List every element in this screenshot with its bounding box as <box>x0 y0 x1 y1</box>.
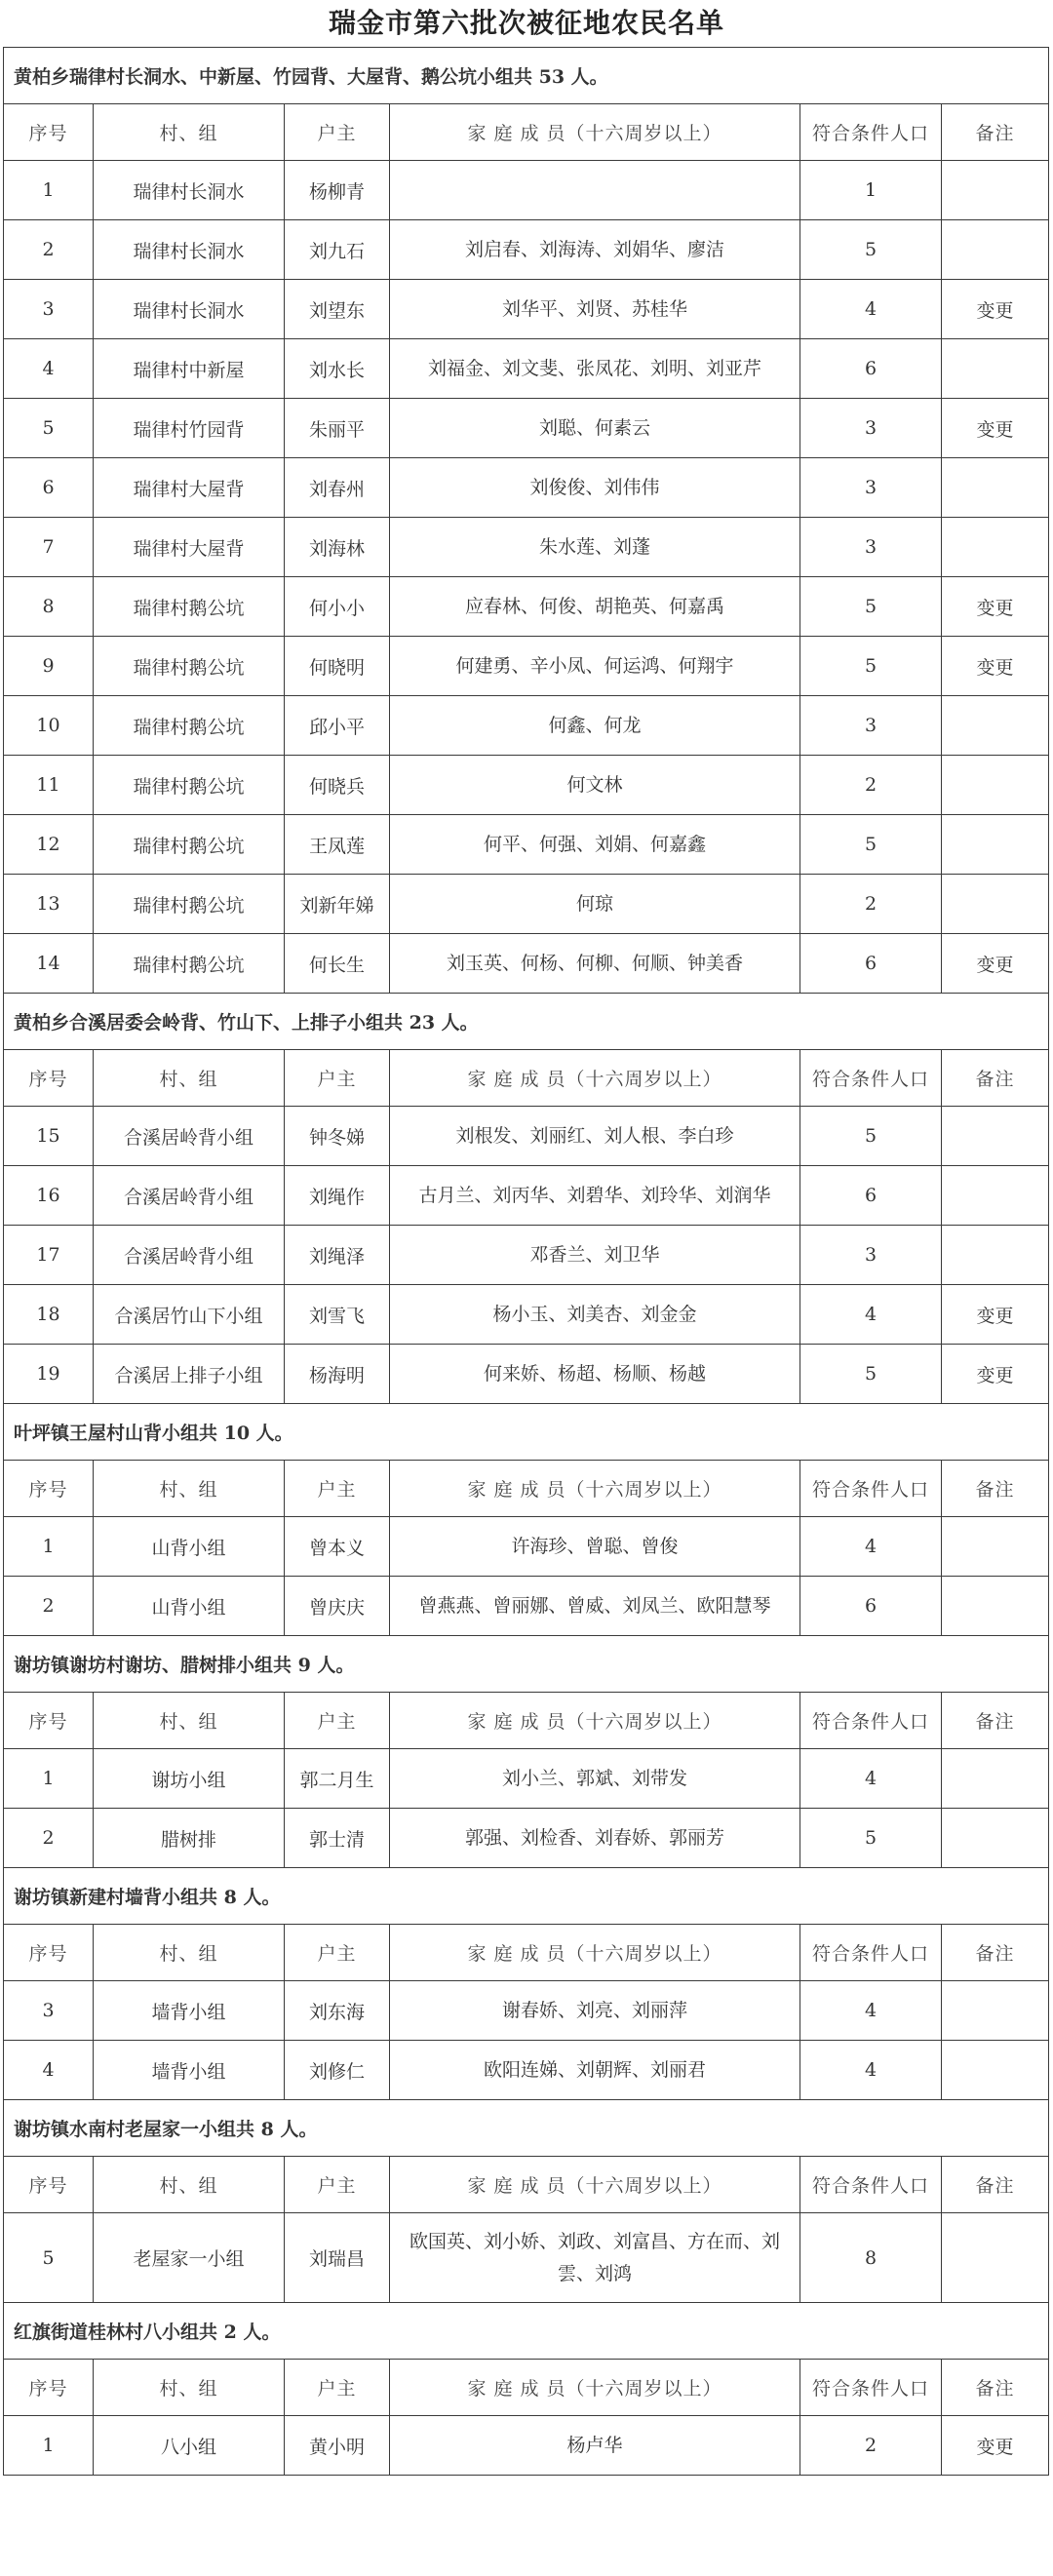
cell-note <box>942 1981 1049 2041</box>
table-row <box>4 637 1049 696</box>
table-row <box>4 1345 1049 1404</box>
section-heading-row <box>4 48 1049 104</box>
cell-members: 刘根发、刘丽红、刘人根、李白珍 <box>390 1107 800 1166</box>
cell-seq: 14 <box>4 934 94 994</box>
cell-eligible: 5 <box>800 1345 942 1404</box>
cell-head: 黄小明 <box>285 2416 390 2476</box>
cell-village: 腊树排 <box>94 1809 285 1868</box>
cell-note <box>942 518 1049 577</box>
header-eligible: 符合条件人口 <box>800 1925 942 1981</box>
cell-eligible: 4 <box>800 280 942 339</box>
cell-seq: 15 <box>4 1107 94 1166</box>
table-row <box>4 518 1049 577</box>
cell-village: 老屋家一小组 <box>94 2213 285 2303</box>
table-row <box>4 2416 1049 2476</box>
header-village: 村、组 <box>94 2360 285 2416</box>
table-row <box>4 280 1049 339</box>
header-note: 备注 <box>942 1693 1049 1749</box>
header-village: 村、组 <box>94 1461 285 1517</box>
cell-note: 变更 <box>942 934 1049 994</box>
header-village: 村、组 <box>94 2157 285 2213</box>
cell-eligible: 5 <box>800 1107 942 1166</box>
cell-note: 变更 <box>942 577 1049 637</box>
cell-seq: 5 <box>4 2213 94 2303</box>
cell-members: 朱水莲、刘蓬 <box>390 518 800 577</box>
header-seq: 序号 <box>4 1925 94 1981</box>
cell-eligible: 5 <box>800 220 942 280</box>
cell-eligible: 3 <box>800 399 942 458</box>
cell-seq: 1 <box>4 1749 94 1809</box>
cell-eligible: 4 <box>800 1517 942 1577</box>
cell-note: 变更 <box>942 1285 1049 1345</box>
cell-members: 曾燕燕、曾丽娜、曾威、刘凤兰、欧阳慧琴 <box>390 1577 800 1636</box>
cell-note <box>942 875 1049 934</box>
cell-note <box>942 458 1049 518</box>
header-note: 备注 <box>942 104 1049 161</box>
header-members: 家 庭 成 员（十六周岁以上） <box>390 1050 800 1107</box>
cell-members: 古月兰、刘丙华、刘碧华、刘玲华、刘润华 <box>390 1166 800 1226</box>
cell-note: 变更 <box>942 637 1049 696</box>
header-village: 村、组 <box>94 104 285 161</box>
header-head: 户主 <box>285 2360 390 2416</box>
cell-village: 瑞律村大屋背 <box>94 518 285 577</box>
table-row <box>4 1981 1049 2041</box>
section-heading-row <box>4 1404 1049 1461</box>
cell-note <box>942 220 1049 280</box>
cell-village: 合溪居岭背小组 <box>94 1107 285 1166</box>
cell-eligible: 5 <box>800 577 942 637</box>
cell-seq: 8 <box>4 577 94 637</box>
cell-eligible: 5 <box>800 1809 942 1868</box>
cell-seq: 13 <box>4 875 94 934</box>
header-eligible: 符合条件人口 <box>800 2157 942 2213</box>
table-row <box>4 696 1049 756</box>
table-row <box>4 2213 1049 2303</box>
cell-seq: 2 <box>4 1809 94 1868</box>
table-row <box>4 1749 1049 1809</box>
header-head: 户主 <box>285 2157 390 2213</box>
cell-seq: 5 <box>4 399 94 458</box>
cell-head: 曾本义 <box>285 1517 390 1577</box>
cell-eligible: 6 <box>800 1577 942 1636</box>
cell-head: 刘修仁 <box>285 2041 390 2100</box>
cell-eligible: 3 <box>800 458 942 518</box>
cell-members: 刘福金、刘文斐、张凤花、刘明、刘亚芹 <box>390 339 800 399</box>
cell-eligible: 6 <box>800 934 942 994</box>
cell-eligible: 4 <box>800 1981 942 2041</box>
cell-members <box>390 161 800 220</box>
cell-note <box>942 1517 1049 1577</box>
cell-eligible: 2 <box>800 875 942 934</box>
cell-eligible: 1 <box>800 161 942 220</box>
cell-seq: 1 <box>4 2416 94 2476</box>
cell-seq: 11 <box>4 756 94 815</box>
cell-eligible: 3 <box>800 518 942 577</box>
cell-eligible: 2 <box>800 2416 942 2476</box>
cell-village: 墙背小组 <box>94 2041 285 2100</box>
cell-members: 欧阳连娣、刘朝辉、刘丽君 <box>390 2041 800 2100</box>
cell-seq: 17 <box>4 1226 94 1285</box>
cell-members: 何文林 <box>390 756 800 815</box>
cell-village: 瑞律村中新屋 <box>94 339 285 399</box>
table-row <box>4 875 1049 934</box>
cell-eligible: 4 <box>800 1749 942 1809</box>
table-row <box>4 1226 1049 1285</box>
cell-members: 郭强、刘检香、刘春娇、郭丽芳 <box>390 1809 800 1868</box>
cell-village: 合溪居上排子小组 <box>94 1345 285 1404</box>
cell-eligible: 3 <box>800 1226 942 1285</box>
cell-seq: 3 <box>4 280 94 339</box>
cell-members: 刘聪、何素云 <box>390 399 800 458</box>
cell-note <box>942 1749 1049 1809</box>
header-eligible: 符合条件人口 <box>800 1050 942 1107</box>
cell-members: 刘华平、刘贤、苏桂华 <box>390 280 800 339</box>
header-seq: 序号 <box>4 1050 94 1107</box>
cell-village: 瑞律村竹园背 <box>94 399 285 458</box>
cell-note <box>942 756 1049 815</box>
cell-village: 瑞律村鹅公坑 <box>94 637 285 696</box>
header-village: 村、组 <box>94 1050 285 1107</box>
header-village: 村、组 <box>94 1693 285 1749</box>
cell-head: 王凤莲 <box>285 815 390 875</box>
cell-members: 刘玉英、何杨、何柳、何顺、钟美香 <box>390 934 800 994</box>
table-header-row <box>4 1693 1049 1749</box>
section-heading-row <box>4 1636 1049 1693</box>
cell-members: 何鑫、何龙 <box>390 696 800 756</box>
cell-eligible: 5 <box>800 637 942 696</box>
cell-seq: 19 <box>4 1345 94 1404</box>
cell-head: 何晓明 <box>285 637 390 696</box>
cell-head: 钟冬娣 <box>285 1107 390 1166</box>
cell-note <box>942 696 1049 756</box>
cell-note <box>942 2041 1049 2100</box>
cell-members: 杨小玉、刘美杏、刘金金 <box>390 1285 800 1345</box>
header-seq: 序号 <box>4 2157 94 2213</box>
header-head: 户主 <box>285 1693 390 1749</box>
section-heading-row <box>4 994 1049 1050</box>
cell-note <box>942 2213 1049 2303</box>
table-row <box>4 1285 1049 1345</box>
header-members: 家 庭 成 员（十六周岁以上） <box>390 1461 800 1517</box>
cell-village: 八小组 <box>94 2416 285 2476</box>
cell-eligible: 4 <box>800 2041 942 2100</box>
cell-head: 邱小平 <box>285 696 390 756</box>
cell-note: 变更 <box>942 1345 1049 1404</box>
cell-head: 郭二月生 <box>285 1749 390 1809</box>
cell-eligible: 2 <box>800 756 942 815</box>
table-row <box>4 339 1049 399</box>
cell-village: 瑞律村长洞水 <box>94 161 285 220</box>
cell-note <box>942 1577 1049 1636</box>
cell-note <box>942 1107 1049 1166</box>
header-members: 家 庭 成 员（十六周岁以上） <box>390 1693 800 1749</box>
header-head: 户主 <box>285 1050 390 1107</box>
cell-members: 刘小兰、郭斌、刘带发 <box>390 1749 800 1809</box>
table-row <box>4 220 1049 280</box>
table-header-row <box>4 1461 1049 1517</box>
cell-seq: 4 <box>4 339 94 399</box>
cell-eligible: 5 <box>800 815 942 875</box>
cell-eligible: 8 <box>800 2213 942 2303</box>
cell-head: 刘绳泽 <box>285 1226 390 1285</box>
cell-village: 瑞律村鹅公坑 <box>94 875 285 934</box>
cell-note: 变更 <box>942 280 1049 339</box>
section-heading-row <box>4 2100 1049 2157</box>
cell-members: 谢春娇、刘亮、刘丽萍 <box>390 1981 800 2041</box>
cell-village: 合溪居竹山下小组 <box>94 1285 285 1345</box>
cell-note <box>942 161 1049 220</box>
section-title: 红旗街道桂林村八小组共 2 人。 <box>4 2303 1049 2360</box>
header-members: 家 庭 成 员（十六周岁以上） <box>390 2360 800 2416</box>
header-eligible: 符合条件人口 <box>800 1461 942 1517</box>
section-title: 黄柏乡合溪居委会岭背、竹山下、上排子小组共 23 人。 <box>4 994 1049 1050</box>
cell-village: 瑞律村鹅公坑 <box>94 934 285 994</box>
table-row <box>4 934 1049 994</box>
cell-head: 杨海明 <box>285 1345 390 1404</box>
cell-seq: 16 <box>4 1166 94 1226</box>
table-row <box>4 815 1049 875</box>
header-members: 家 庭 成 员（十六周岁以上） <box>390 104 800 161</box>
table-row <box>4 577 1049 637</box>
header-note: 备注 <box>942 1461 1049 1517</box>
cell-head: 刘绳作 <box>285 1166 390 1226</box>
cell-members: 何琼 <box>390 875 800 934</box>
cell-head: 何晓兵 <box>285 756 390 815</box>
cell-note <box>942 1226 1049 1285</box>
cell-village: 山背小组 <box>94 1577 285 1636</box>
cell-eligible: 3 <box>800 696 942 756</box>
cell-head: 刘水长 <box>285 339 390 399</box>
cell-head: 刘海林 <box>285 518 390 577</box>
cell-village: 瑞律村长洞水 <box>94 220 285 280</box>
cell-members: 欧国英、刘小娇、刘政、刘富昌、方在而、刘雲、刘鸿 <box>390 2213 800 2303</box>
cell-seq: 7 <box>4 518 94 577</box>
section-title: 黄柏乡瑞律村长洞水、中新屋、竹园背、大屋背、鹅公坑小组共 53 人。 <box>4 48 1049 104</box>
cell-seq: 9 <box>4 637 94 696</box>
cell-members: 邓香兰、刘卫华 <box>390 1226 800 1285</box>
cell-note: 变更 <box>942 399 1049 458</box>
header-note: 备注 <box>942 2360 1049 2416</box>
cell-note <box>942 1166 1049 1226</box>
cell-note <box>942 339 1049 399</box>
header-eligible: 符合条件人口 <box>800 2360 942 2416</box>
section-title: 谢坊镇水南村老屋家一小组共 8 人。 <box>4 2100 1049 2157</box>
header-note: 备注 <box>942 1925 1049 1981</box>
cell-head: 杨柳青 <box>285 161 390 220</box>
farmer-list-table <box>3 47 1049 2476</box>
table-header-row <box>4 2360 1049 2416</box>
cell-members: 何来娇、杨超、杨顺、杨越 <box>390 1345 800 1404</box>
cell-seq: 6 <box>4 458 94 518</box>
table-row <box>4 1107 1049 1166</box>
cell-head: 刘望东 <box>285 280 390 339</box>
header-members: 家 庭 成 员（十六周岁以上） <box>390 1925 800 1981</box>
table-row <box>4 2041 1049 2100</box>
header-seq: 序号 <box>4 1461 94 1517</box>
table-row <box>4 1517 1049 1577</box>
table-row <box>4 458 1049 518</box>
cell-head: 刘雪飞 <box>285 1285 390 1345</box>
cell-village: 谢坊小组 <box>94 1749 285 1809</box>
table-row <box>4 399 1049 458</box>
table-header-row <box>4 1050 1049 1107</box>
header-note: 备注 <box>942 2157 1049 2213</box>
cell-head: 何小小 <box>285 577 390 637</box>
cell-seq: 18 <box>4 1285 94 1345</box>
cell-members: 许海珍、曾聪、曾俊 <box>390 1517 800 1577</box>
cell-seq: 2 <box>4 220 94 280</box>
cell-village: 瑞律村鹅公坑 <box>94 696 285 756</box>
header-seq: 序号 <box>4 104 94 161</box>
cell-eligible: 6 <box>800 339 942 399</box>
header-seq: 序号 <box>4 2360 94 2416</box>
cell-village: 瑞律村大屋背 <box>94 458 285 518</box>
header-seq: 序号 <box>4 1693 94 1749</box>
table-row <box>4 1166 1049 1226</box>
cell-village: 合溪居岭背小组 <box>94 1166 285 1226</box>
cell-village: 瑞律村鹅公坑 <box>94 577 285 637</box>
header-head: 户主 <box>285 1461 390 1517</box>
table-header-row <box>4 2157 1049 2213</box>
cell-note: 变更 <box>942 2416 1049 2476</box>
cell-village: 合溪居岭背小组 <box>94 1226 285 1285</box>
cell-members: 何平、何强、刘娟、何嘉鑫 <box>390 815 800 875</box>
section-heading-row <box>4 2303 1049 2360</box>
header-head: 户主 <box>285 1925 390 1981</box>
cell-seq: 1 <box>4 1517 94 1577</box>
cell-note <box>942 1809 1049 1868</box>
cell-village: 墙背小组 <box>94 1981 285 2041</box>
table-row <box>4 1809 1049 1868</box>
cell-members: 应春林、何俊、胡艳英、何嘉禹 <box>390 577 800 637</box>
cell-head: 刘东海 <box>285 1981 390 2041</box>
table-header-row <box>4 104 1049 161</box>
cell-note <box>942 815 1049 875</box>
cell-head: 刘瑞昌 <box>285 2213 390 2303</box>
cell-eligible: 6 <box>800 1166 942 1226</box>
cell-head: 郭士清 <box>285 1809 390 1868</box>
cell-village: 瑞律村长洞水 <box>94 280 285 339</box>
cell-head: 刘春州 <box>285 458 390 518</box>
header-eligible: 符合条件人口 <box>800 1693 942 1749</box>
cell-seq: 12 <box>4 815 94 875</box>
header-head: 户主 <box>285 104 390 161</box>
cell-seq: 3 <box>4 1981 94 2041</box>
header-eligible: 符合条件人口 <box>800 104 942 161</box>
table-row <box>4 161 1049 220</box>
header-note: 备注 <box>942 1050 1049 1107</box>
section-title: 谢坊镇谢坊村谢坊、腊树排小组共 9 人。 <box>4 1636 1049 1693</box>
cell-members: 刘启春、刘海涛、刘娟华、廖洁 <box>390 220 800 280</box>
table-row <box>4 1577 1049 1636</box>
header-members: 家 庭 成 员（十六周岁以上） <box>390 2157 800 2213</box>
cell-members: 何建勇、辛小凤、何运鸿、何翔宇 <box>390 637 800 696</box>
cell-head: 曾庆庆 <box>285 1577 390 1636</box>
cell-village: 瑞律村鹅公坑 <box>94 815 285 875</box>
cell-head: 何长生 <box>285 934 390 994</box>
document-title: 瑞金市第六批次被征地农民名单 <box>328 7 724 39</box>
header-village: 村、组 <box>94 1925 285 1981</box>
section-heading-row <box>4 1868 1049 1925</box>
cell-seq: 1 <box>4 161 94 220</box>
cell-seq: 4 <box>4 2041 94 2100</box>
cell-members: 杨卢华 <box>390 2416 800 2476</box>
table-row <box>4 756 1049 815</box>
cell-eligible: 4 <box>800 1285 942 1345</box>
section-title: 谢坊镇新建村墙背小组共 8 人。 <box>4 1868 1049 1925</box>
cell-head: 刘九石 <box>285 220 390 280</box>
cell-village: 瑞律村鹅公坑 <box>94 756 285 815</box>
cell-village: 山背小组 <box>94 1517 285 1577</box>
cell-head: 刘新年娣 <box>285 875 390 934</box>
section-title: 叶坪镇王屋村山背小组共 10 人。 <box>4 1404 1049 1461</box>
cell-seq: 2 <box>4 1577 94 1636</box>
cell-members: 刘俊俊、刘伟伟 <box>390 458 800 518</box>
cell-head: 朱丽平 <box>285 399 390 458</box>
table-header-row <box>4 1925 1049 1981</box>
cell-seq: 10 <box>4 696 94 756</box>
